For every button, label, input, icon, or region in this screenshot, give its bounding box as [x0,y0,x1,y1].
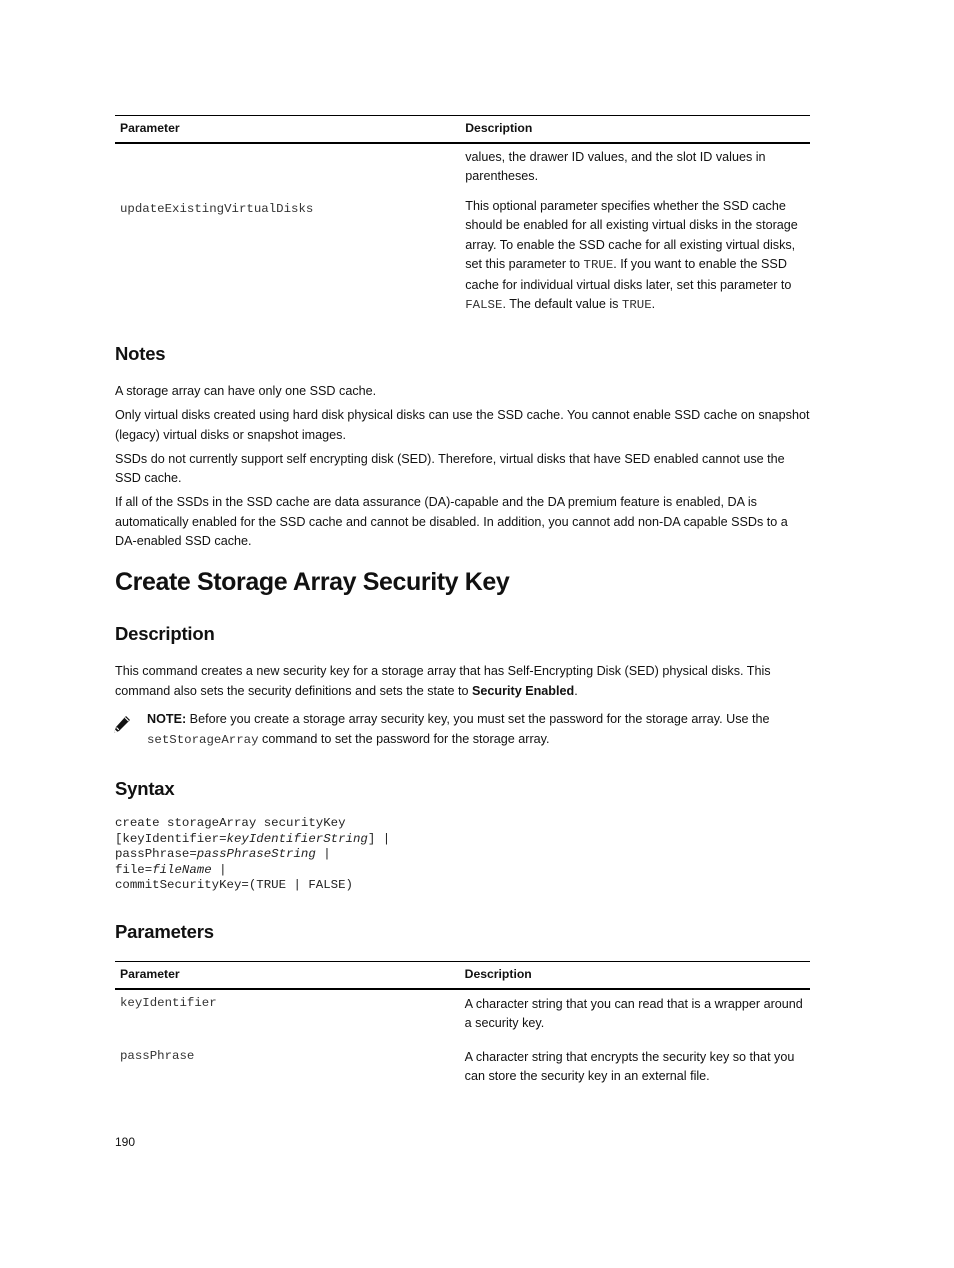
syntax-heading-block [115,777,815,801]
syntax-text: commitSecurityKey=(TRUE | FALSE) [115,878,353,892]
description-paragraph [115,662,810,701]
notes-section [115,342,815,366]
description-text-1: This command creates a new security key for a storage array that has Self-Encrypting Disk (SED) physical disks. This command also sets the security definitions and sets the state to [115,664,771,698]
note-block [147,710,815,750]
param-name: passPhrase [120,1048,195,1063]
description-text: values, the drawer ID values, and the slot ID values in parentheses. [465,149,766,183]
syntax-text: [keyIdentifier= [115,831,227,846]
note-label: NOTE: [147,712,187,726]
description-text: This optional parameter specifies whether the SSD cache should be enabled for all existing virtual disks in the storage array. To enable the SSD cache for all existing virtual disks, set this parameter to [465,198,798,271]
syntax-text: | [315,847,331,861]
table-row [115,1043,810,1096]
param-description: A character string that you can read that is a wrapper around a security key. [464,996,803,1030]
syntax-text: create storageArray securityKey [115,816,346,830]
inline-code: FALSE [465,298,503,312]
notes-paragraph: A storage array can have only one SSD cache. [115,384,377,398]
notes-paragraph: If all of the SSDs in the SSD cache are data assurance (DA)-capable and the DA premium feature is enabled, DA is automatically enabled for the SSD cache and cannot be disabled. In addition, you cannot add non-DA capable SSDs to a DA-enabled SSD cache. [115,495,788,548]
syntax-text: file= [115,862,153,877]
description-heading: Description [115,623,215,644]
param-name: keyIdentifier [120,995,217,1010]
top-parameter-table [115,115,810,322]
notes-heading: Notes [115,343,166,364]
top-parameter-table-region [115,115,810,322]
notes-paragraph: SSDs do not currently support self encrypting disk (SED). Therefore, virtual disks that have SED enabled cannot use the SSD cache. [115,451,785,485]
syntax-code-block [115,816,815,894]
description-text-2: . [574,683,578,698]
notes-paragraph: Only virtual disks created using hard disk physical disks can use the SSD cache. You cannot enable SSD cache on snapshot (legacy) virtual disks or snapshot images. [115,408,810,442]
header-parameter: Parameter [115,116,460,143]
syntax-code [115,816,815,894]
description-heading-block [115,622,815,646]
parameters-heading-block [115,920,815,944]
description-text: . The default value is [502,297,622,311]
description-text: . [651,297,656,311]
param-name: updateExistingVirtualDisks [120,201,314,216]
pencil-note-icon [112,713,132,735]
note-text-2: command to set the password for the storage array. [258,731,550,746]
param-description [460,193,810,322]
syntax-variable: fileName [152,862,212,877]
header-description: Description [460,116,810,143]
section-title-block [115,566,815,598]
header-description: Description [460,962,810,989]
note-mono: setStorageArray [147,732,259,747]
description-text: . If you want to enable the SSD cache for individual virtual disks later, set this parameter to [465,257,792,292]
notes-paragraphs [115,382,810,556]
table-row [115,193,810,322]
syntax-text: | [211,862,227,877]
page-number: 190 [115,1135,136,1149]
param-name [115,143,460,193]
inline-code: TRUE [583,258,614,272]
syntax-heading: Syntax [115,778,175,799]
table-row [115,143,810,193]
syntax-text: ] | [367,831,391,846]
parameter-table-region [115,961,810,1096]
param-description: A character string that encrypts the security key so that you can store the security key in an external file. [464,1049,795,1083]
syntax-variable: keyIdentifierString [226,831,368,846]
syntax-variable: passPhraseString [196,847,316,861]
note-text-1: Before you create a storage array security key, you must set the password for the storage array. Use the [186,712,770,726]
header-parameter: Parameter [115,962,460,989]
page-title: Create Storage Array Security Key [115,568,510,596]
parameter-table [115,961,810,1096]
inline-code: TRUE [621,298,652,312]
table-row [115,989,810,1043]
param-description [460,143,810,193]
description-bold: Security Enabled [472,683,575,698]
syntax-text: passPhrase= [115,847,197,861]
parameters-heading: Parameters [115,921,214,942]
